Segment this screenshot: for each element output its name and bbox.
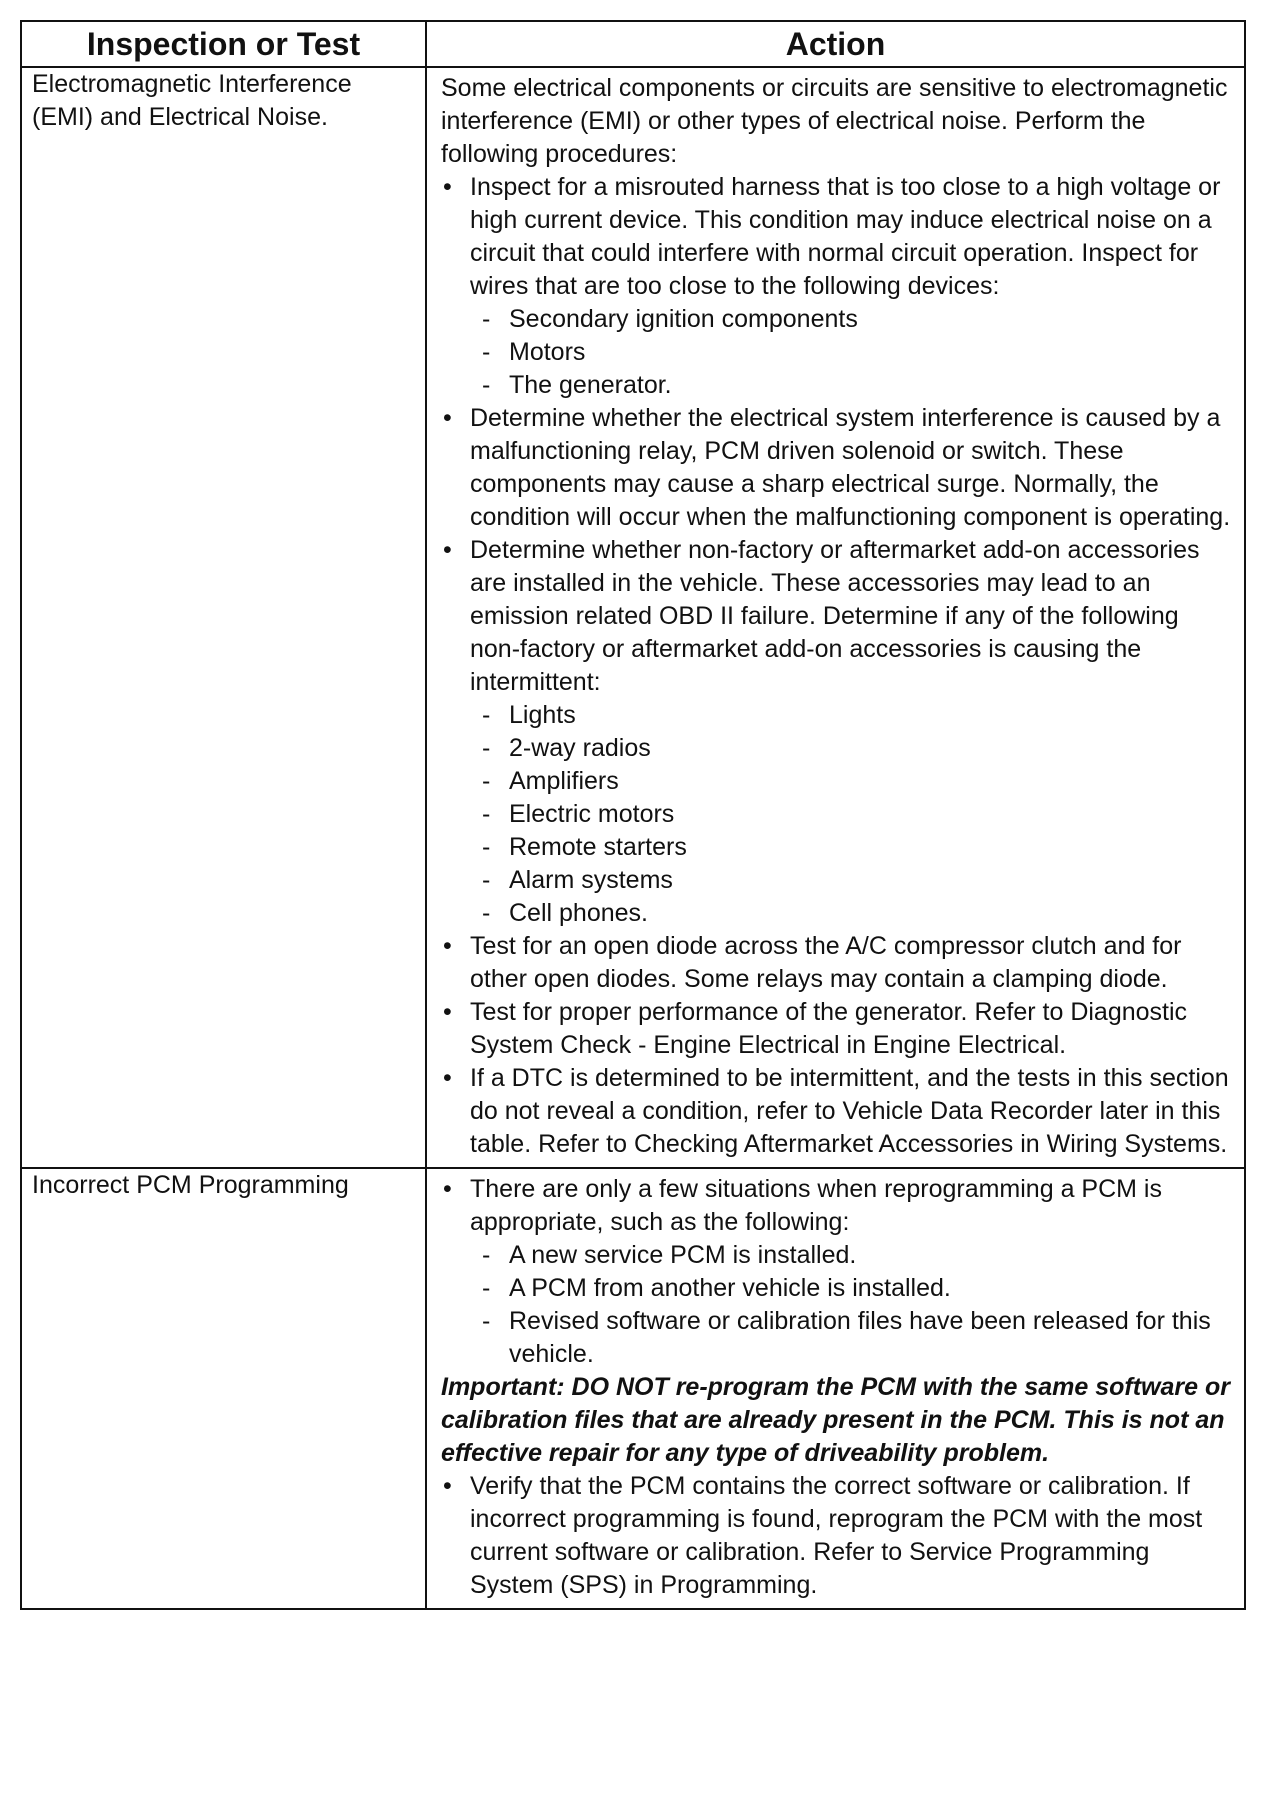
table-header-row [21,21,1245,67]
bullet-item: • Determine whether the electrical system interference is caused by a malfunctioning relay, PCM driven solenoid or switch. These components may cause a sharp electrical surge. Normally, the condition will occur when the malfunctioning component is operating. [441,402,1234,534]
bullet-item: • There are only a few situations when reprogramming a PCM is appropriate, such as the following: [441,1173,1234,1239]
bullet-item: • Verify that the PCM contains the correct software or calibration. If incorrect programming is found, reprogram the PCM with the most current software or calibration. Refer to Service Programming System (SPS) in Programming. [441,1470,1234,1602]
action-cell [426,1168,1245,1609]
dash-item: - A PCM from another vehicle is installed. [441,1272,1234,1305]
bullet-item: • Inspect for a misrouted harness that is too close to a high voltage or high current device. This condition may induce electrical noise on a circuit that could interfere with normal circuit operation. Inspect for wires that are too close to the following devices: [441,171,1234,303]
table-row-emi [21,67,1245,1168]
dash-item: - Secondary ignition components [441,303,1234,336]
inspection-cell: Electromagnetic Interference (EMI) and Electrical Noise. [21,67,426,1168]
dash-item: - 2-way radios [441,732,1234,765]
important-note: Important: DO NOT re-program the PCM with the same software or calibration files that are already present in the PCM. This is not an effective repair for any type of driveability problem. [441,1373,1230,1467]
bullet-item: • Determine whether non-factory or aftermarket add-on accessories are installed in the vehicle. These accessories may lead to an emission related OBD II failure. Determine if any of the following non-factory or aftermarket add-on accessories is causing the intermittent: [441,534,1234,699]
dash-item: - Revised software or calibration files have been released for this vehicle. [441,1305,1234,1371]
dash-item: - Lights [441,699,1234,732]
inspection-table [20,20,1246,1610]
dash-item: - Remote starters [441,831,1234,864]
table-row-pcm [21,1168,1245,1609]
intro-text: Some electrical components or circuits are sensitive to electromagnetic interference (EMI) or other types of electrical noise. Perform the following procedures: [441,74,1228,168]
dash-item: - Amplifiers [441,765,1234,798]
bullet-item: • Test for an open diode across the A/C compressor clutch and for other open diodes. Some relays may contain a clamping diode. [441,930,1234,996]
dash-item: - The generator. [441,369,1234,402]
bullet-item: • If a DTC is determined to be intermittent, and the tests in this section do not reveal a condition, refer to Vehicle Data Recorder later in this table. Refer to Checking Aftermarket Accessories in Wiring Systems. [441,1062,1234,1161]
bullet-item: • Test for proper performance of the generator. Refer to Diagnostic System Check - Engine Electrical in Engine Electrical. [441,996,1234,1062]
dash-item: - A new service PCM is installed. [441,1239,1234,1272]
dash-item: - Motors [441,336,1234,369]
column-header-action: Action [426,21,1245,67]
inspection-cell: Incorrect PCM Programming [21,1168,426,1609]
dash-item: - Cell phones. [441,897,1234,930]
dash-item: - Alarm systems [441,864,1234,897]
dash-item: - Electric motors [441,798,1234,831]
action-cell [426,67,1245,1168]
column-header-inspection: Inspection or Test [21,21,426,67]
